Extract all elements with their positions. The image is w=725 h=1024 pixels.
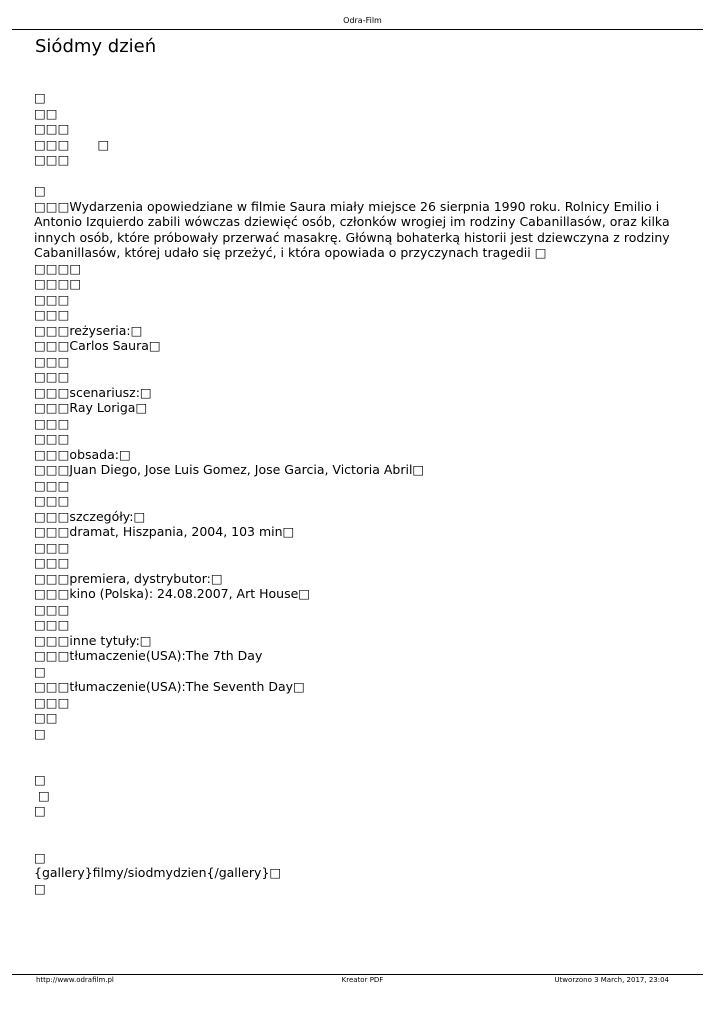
placeholder-glyphs: □ (34, 803, 46, 818)
placeholder-glyphs: □□□□ (34, 260, 82, 276)
placeholder-glyphs: □□□ (34, 369, 70, 384)
placeholder-glyphs: □ (34, 787, 50, 803)
placeholder-glyphs: □□□ (34, 291, 70, 307)
director-value: □□□Carlos Saura□ (34, 338, 161, 353)
details-label: □□□szczegóły:□ (34, 508, 146, 524)
placeholder-glyphs: □□□ (34, 121, 70, 136)
footer-rule (12, 974, 703, 975)
placeholder-glyphs: □□□ (34, 477, 70, 493)
writer-value: □□□Ray Loriga□ (34, 400, 148, 415)
cast-value: □□□Juan Diego, Jose Luis Gomez, Jose Garcia, Victoria Abril□ (34, 462, 425, 477)
placeholder-glyphs: □ (34, 849, 46, 865)
other-title-item: □□□tłumaczenie(USA):The Seventh Day□ (34, 679, 305, 694)
placeholder-glyphs: □ (34, 772, 46, 787)
placeholder-glyphs: □□□ (34, 353, 70, 369)
placeholder-glyphs: □□□ (34, 694, 70, 710)
placeholder-glyphs: □ (34, 90, 46, 105)
placeholder-glyphs: □ (34, 880, 46, 896)
page-title: Siódmy dzień (35, 36, 157, 57)
writer-label: □□□scenariusz:□ (34, 384, 152, 400)
placeholder-glyphs: □□□ (34, 307, 70, 322)
footer-url: http://www.odrafilm.pl (36, 976, 114, 984)
article-body (34, 90, 674, 896)
placeholder-glyphs: □□□ (34, 152, 70, 167)
other-title-item: □□□tłumaczenie(USA):The 7th Day (34, 648, 263, 663)
other-titles-label: □□□inne tytuły:□ (34, 632, 152, 648)
header-rule (12, 29, 703, 30)
placeholder-glyphs: □□□ (34, 555, 70, 570)
placeholder-glyphs: □□□ (34, 493, 70, 508)
footer-created: Utworzono 3 March, 2017, 23:04 (554, 976, 669, 984)
placeholder-row (34, 137, 674, 153)
premiere-label: □□□premiera, dystrybutor:□ (34, 570, 223, 586)
placeholder-glyphs: □ (34, 663, 46, 679)
header-site-name: Odra-Film (343, 16, 382, 25)
placeholder-glyphs: □□□ (34, 431, 70, 446)
premiere-value: □□□kino (Polska): 24.08.2007, Art House□ (34, 586, 311, 601)
placeholder-glyphs: □ (97, 136, 110, 152)
placeholder-glyphs: □□□ (34, 617, 70, 632)
film-description: □□□Wydarzenia opowiedziane w filmie Saura miały miejsce 26 sierpnia 1990 roku. Rolnicy Emilio i Antonio Izquierdo zabili wówczas dziewięć osób, członków wrogiej im rodziny Cabanillasów, oraz kilka innych osób, które próbowały przerwać masakrę. Główną bohaterką historii jest dziewczyna z rodziny Cabanillasów, której udało się przeżyć, i która opowiada o przyczynach tragedii □ (34, 198, 670, 260)
gallery-shortcode: {gallery}filmy/siodmydzien{/gallery}□ (34, 865, 282, 880)
details-value: □□□dramat, Hiszpania, 2004, 103 min□ (34, 524, 295, 539)
placeholder-glyphs: □□□ (34, 415, 70, 431)
placeholder-glyphs: □□□ (34, 136, 70, 152)
placeholder-glyphs: □ (34, 183, 46, 198)
director-label: □□□reżyseria:□ (34, 322, 143, 338)
cast-label: □□□obsada:□ (34, 446, 131, 462)
placeholder-glyphs: □□ (34, 710, 58, 725)
footer-generator: Kreator PDF (341, 976, 384, 984)
placeholder-glyphs: □□□□ (34, 276, 82, 291)
placeholder-glyphs: □□□ (34, 539, 70, 555)
placeholder-glyphs: □□ (34, 105, 58, 121)
placeholder-glyphs: □ (34, 725, 46, 741)
placeholder-glyphs: □□□ (34, 601, 70, 617)
